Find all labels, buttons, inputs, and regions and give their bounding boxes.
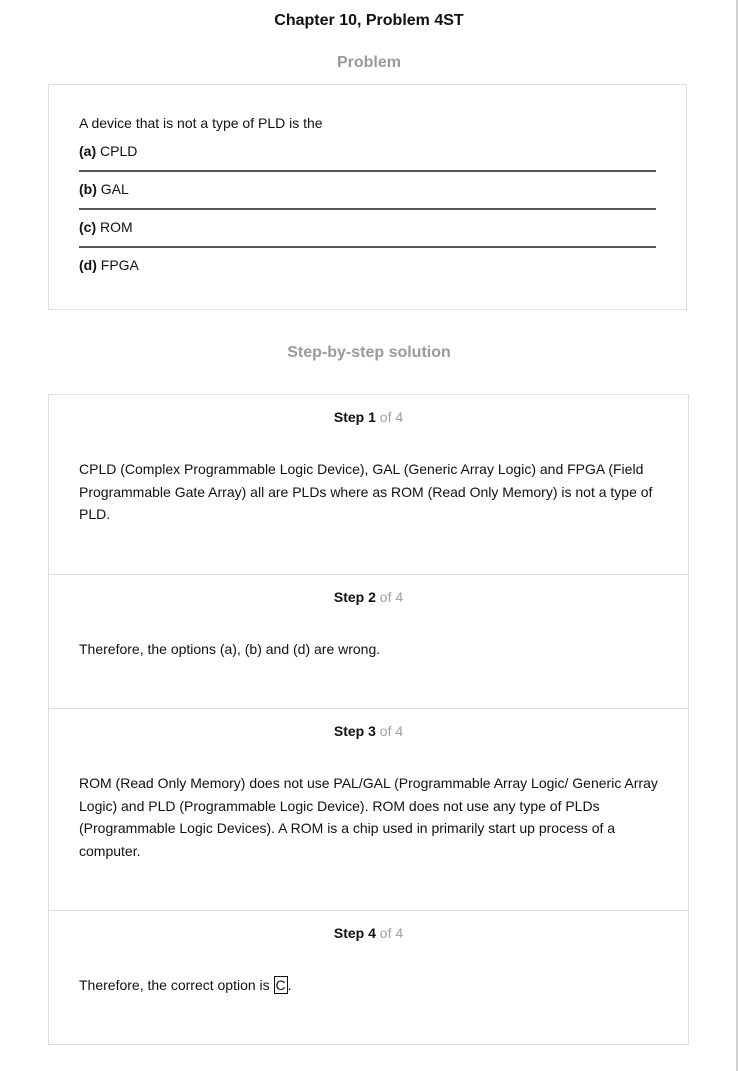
option-label: (d)	[79, 257, 97, 273]
step-text	[49, 941, 688, 997]
step-label: Step	[333, 723, 365, 739]
option-c	[79, 219, 656, 248]
answer-prefix: Therefore, the correct option is	[79, 977, 274, 993]
step-text: Therefore, the options (a), (b) and (d) are wrong.	[79, 641, 381, 657]
step-header	[49, 911, 688, 941]
step-header	[49, 395, 688, 425]
problem-question: A device that is not a type of PLD is the	[79, 115, 323, 131]
problem-heading: Problem	[336, 54, 401, 71]
option-a	[79, 143, 656, 172]
step-total: of 4	[379, 925, 404, 941]
step-text: ROM (Read Only Memory) does not use PAL/GAL (Programmable Array Logic/ Generic Array Logic) and PLD (Programmable Logic Device). ROM does not use any type of PLDs (Programmable Logic Devices). A ROM is a chip used in primarily start up process of a computer.	[79, 775, 658, 859]
option-text: GAL	[100, 181, 129, 197]
step-total: of 4	[379, 589, 404, 605]
solution-heading: Step-by-step solution	[287, 344, 451, 361]
option-label: (c)	[79, 219, 97, 235]
step-label: Step	[333, 409, 365, 425]
option-label: (a)	[79, 143, 97, 159]
step-number: 3	[368, 723, 376, 739]
problem-box	[48, 84, 687, 310]
step-total: of 4	[379, 409, 404, 425]
answer-suffix: .	[287, 977, 292, 993]
step-2	[49, 575, 688, 709]
option-d	[79, 257, 656, 294]
step-number: 2	[368, 589, 376, 605]
option-text: FPGA	[100, 257, 139, 273]
page-title: Chapter 10, Problem 4ST	[274, 12, 464, 29]
answer-box: C	[275, 977, 286, 993]
step-header	[49, 709, 688, 739]
step-3	[49, 709, 688, 911]
option-text: CPLD	[100, 143, 138, 159]
option-text: ROM	[100, 219, 133, 235]
option-label: (b)	[79, 181, 97, 197]
step-number: 4	[368, 925, 376, 941]
step-1	[49, 395, 688, 575]
step-label: Step	[333, 589, 365, 605]
step-total: of 4	[379, 723, 404, 739]
step-4	[49, 911, 688, 1044]
step-text: CPLD (Complex Programmable Logic Device), GAL (Generic Array Logic) and FPGA (Field Programmable Gate Array) all are PLDs where as ROM (Read Only Memory) is not a type of PLD.	[79, 461, 653, 522]
step-header	[49, 575, 688, 605]
steps-container	[48, 394, 689, 1045]
option-b	[79, 181, 656, 210]
step-number: 1	[368, 409, 376, 425]
step-label: Step	[333, 925, 365, 941]
